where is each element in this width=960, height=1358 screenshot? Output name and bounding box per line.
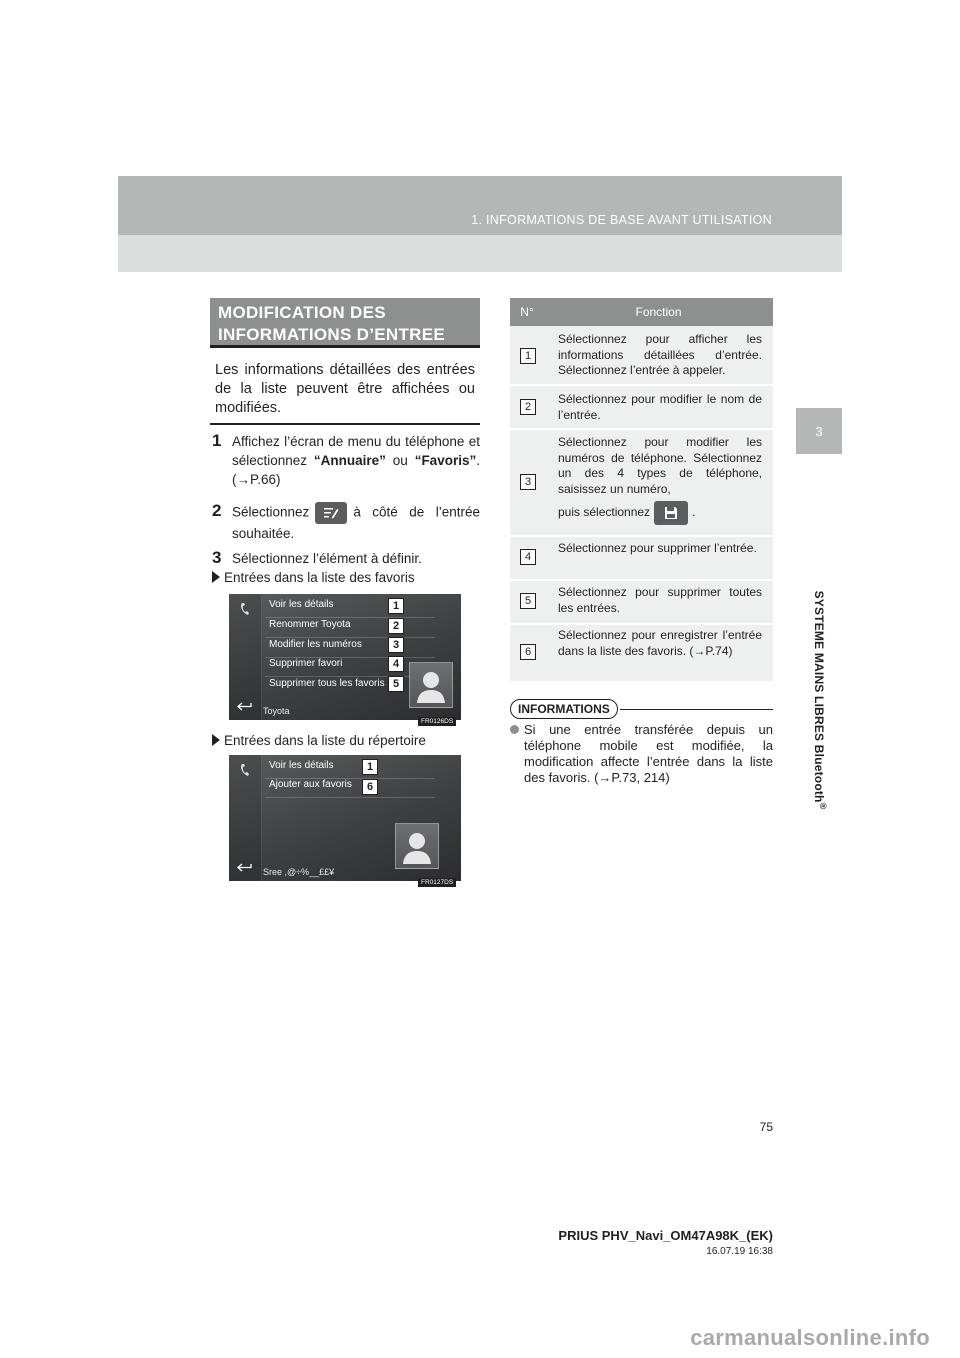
row-text: Sélectionnez pour afficher les informations détaillées d’entrée. Sélectionnez l’entrée à appeler.: [558, 332, 762, 377]
phone-icon: [239, 602, 251, 616]
contact-avatar-icon: [409, 662, 453, 708]
menu-item-add-to-favorites[interactable]: Ajouter aux favoris: [269, 779, 352, 790]
arrow-icon: [212, 571, 220, 583]
row-text: Sélectionnez pour supprimer l’entrée.: [558, 541, 757, 555]
row-number: 4: [520, 549, 536, 565]
callout-6: 6: [362, 779, 378, 795]
row-number: 2: [520, 399, 536, 415]
phone-icon: [239, 763, 251, 777]
menu-item-view-details[interactable]: Voir les détails: [269, 760, 334, 771]
menu-item-rename[interactable]: Renommer Toyota: [269, 619, 351, 630]
screenshot-directory: [229, 755, 461, 881]
arrow-icon: [212, 734, 220, 746]
chapter-side-title: SYSTEME MAINS LIBRES Bluetooth®: [812, 590, 828, 810]
figure-code: FR0126DS: [418, 717, 456, 726]
contact-name: Toyota: [263, 706, 290, 716]
info-note: Si une entrée transférée depuis un téléphone mobile est modifiée, la modification affecte l’entrée dans la liste des favoris. (→P.73, 214): [510, 722, 773, 786]
column-header-number: N°: [520, 305, 534, 319]
row-number: 1: [520, 348, 536, 364]
step-3: 3 Sélectionnez l’élément à définir.: [212, 548, 422, 567]
contact-name: Sree ,@÷%__££¥: [263, 867, 335, 877]
table-row: [510, 386, 773, 430]
callout-1: 1: [362, 759, 378, 775]
step-2: 2 Sélectionnez à côté de l’entrée souhaitée.: [212, 501, 480, 541]
sub-heading-directory: Entrées dans la liste du répertoire: [212, 733, 426, 748]
info-tag: INFORMATIONS: [510, 699, 618, 719]
row-number: 5: [520, 593, 536, 609]
step-1: 1 Affichez l’écran de menu du téléphone et sélectionnez “Annuaire” ou “Favoris”. (→P.66): [212, 431, 480, 487]
table-row: [510, 326, 773, 386]
save-icon: [654, 501, 688, 525]
sub-heading-favorites: Entrées dans la liste des favoris: [212, 570, 415, 585]
callout-1: 1: [388, 598, 404, 614]
callout-3: 3: [388, 637, 404, 653]
page-number: 75: [759, 1120, 773, 1134]
menu-item-view-details[interactable]: Voir les détails: [269, 599, 334, 610]
row-text: Sélectionnez pour modifier le nom de l’entrée.: [558, 392, 762, 422]
document-date: 16.07.19 16:38: [706, 1246, 773, 1257]
info-divider: [620, 709, 773, 710]
section-intro: Les informations détaillées des entrées de la liste peuvent être affichées ou modifiées.: [210, 357, 480, 425]
table-row: [510, 581, 773, 625]
figure-code: FR0127DS: [418, 878, 456, 887]
row-text: Sélectionnez pour enregistrer l’entrée dans la liste des favoris. (→P.74): [558, 628, 762, 658]
table-row: [510, 625, 773, 683]
back-icon[interactable]: [237, 863, 253, 873]
screenshot-favorites: [229, 594, 461, 720]
table-row: [510, 430, 773, 537]
row-number: 3: [520, 474, 536, 490]
callout-2: 2: [388, 618, 404, 634]
document-id: PRIUS PHV_Navi_OM47A98K_(EK): [558, 1228, 773, 1243]
menu-item-modify-numbers[interactable]: Modifier les numéros: [269, 639, 362, 650]
section-title: MODIFICATION DES INFORMATIONS D’ENTREE: [210, 298, 480, 348]
menu-item-delete-favorite[interactable]: Supprimer favori: [269, 658, 343, 669]
chapter-number-tab: 3: [796, 408, 842, 454]
callout-5: 5: [388, 676, 404, 692]
row-text: Sélectionnez pour modifier les numéros de téléphone. Sélectionnez un des 4 types de téléphone, saisissez un numéro, puis sélectionnez .: [558, 435, 762, 525]
callout-4: 4: [388, 656, 404, 672]
row-number: 6: [520, 644, 536, 660]
row-text: Sélectionnez pour supprimer toutes les entrées.: [558, 585, 762, 615]
chapter-title: 1. INFORMATIONS DE BASE AVANT UTILISATION: [471, 213, 772, 227]
column-header-function: Fonction: [635, 305, 682, 319]
menu-item-delete-all-favorites[interactable]: Supprimer tous les favoris: [269, 678, 385, 689]
bullet-icon: [510, 725, 519, 734]
edit-entry-icon: [315, 502, 347, 524]
back-icon[interactable]: [237, 702, 253, 712]
contact-avatar-icon: [395, 823, 439, 869]
table-header: [510, 298, 773, 326]
watermark: carmanualsonline.info: [690, 1325, 930, 1350]
table-row: [510, 537, 773, 581]
